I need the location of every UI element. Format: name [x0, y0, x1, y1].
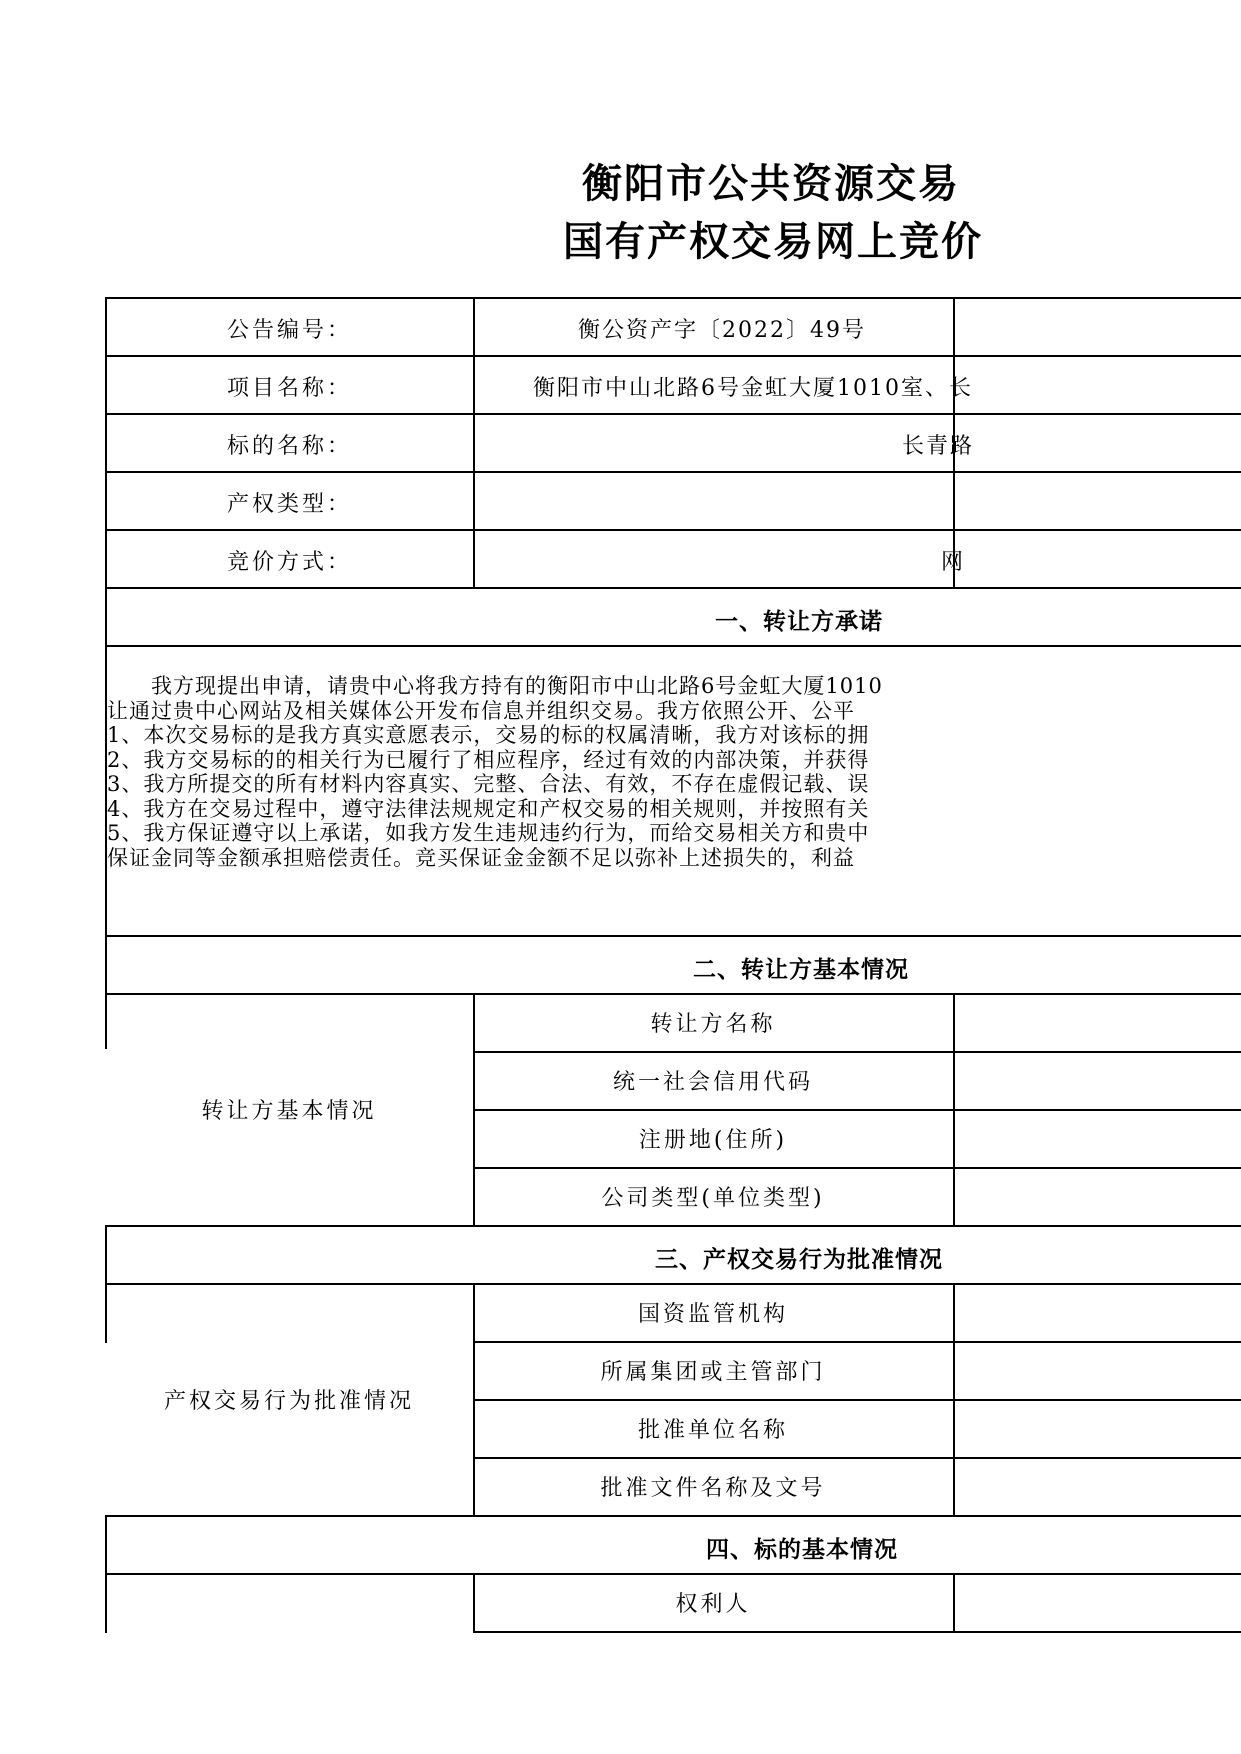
registered-address-label: 注册地(住所)	[638, 1127, 788, 1153]
commitment-line: 2、我方交易标的的相关行为已履行了相应程序，经过有效的内部决策，并获得	[107, 747, 870, 772]
commitment-paragraph	[107, 674, 1241, 870]
section-heading-commitment: 一、转让方承诺	[715, 609, 883, 635]
table-border	[105, 1515, 1241, 1517]
transferor-group-label: 转让方基本情况	[201, 1098, 377, 1124]
section-heading-approval: 三、产权交易行为批准情况	[655, 1247, 943, 1273]
table-border	[473, 1631, 1241, 1633]
table-border	[473, 297, 475, 587]
commitment-line: 4、我方在交易过程中，遵守法律法规规定和产权交易的相关规则，并按照有关	[107, 796, 870, 821]
announcement-no-label: 公告编号：	[227, 318, 353, 343]
table-border	[953, 1283, 955, 1515]
commitment-line: 我方现提出申请，请贵中心将我方持有的衡阳市中山北路6号金虹大厦1010	[107, 674, 883, 698]
table-border	[953, 1573, 955, 1633]
table-border	[105, 529, 1241, 531]
regulator-label: 国资监管机构	[637, 1301, 788, 1327]
approval-document-label: 批准文件名称及文号	[600, 1475, 826, 1501]
project-name-value: 衡阳市中山北路6号金虹大厦1010室、长	[533, 376, 973, 401]
table-border	[953, 993, 955, 1225]
announcement-no-value: 衡公资产字〔2022〕49号	[578, 318, 866, 343]
bidding-method-label: 竞价方式：	[227, 550, 353, 575]
table-border	[105, 1225, 1241, 1227]
group-department-label: 所属集团或主管部门	[600, 1359, 826, 1385]
table-border	[105, 297, 1241, 299]
project-name-label: 项目名称：	[227, 376, 353, 401]
bidding-method-value: 网	[941, 550, 966, 575]
table-border	[105, 297, 107, 1049]
approval-unit-label: 批准单位名称	[637, 1417, 788, 1443]
table-border	[105, 1515, 107, 1633]
approval-group-label: 产权交易行为批准情况	[163, 1388, 414, 1414]
company-type-label: 公司类型(单位类型)	[601, 1185, 825, 1211]
subject-name-value: 长青路	[902, 434, 975, 459]
commitment-line: 让通过贵中心网站及相关媒体公开发布信息并组织交易。我方依照公开、公平	[107, 698, 855, 723]
credit-code-label: 统一社会信用代码	[612, 1069, 813, 1095]
transferor-name-label: 转让方名称	[650, 1011, 776, 1037]
commitment-line: 5、我方保证遵守以上承诺，如我方发生违规违约行为，而给交易相关方和贵中	[107, 821, 870, 845]
commitment-line: 3、我方所提交的所有材料内容真实、完整、合法、有效，不存在虚假记载、误	[107, 772, 870, 796]
rights-holder-label: 权利人	[675, 1591, 751, 1617]
table-border	[105, 645, 1241, 647]
commitment-line: 保证金同等金额承担赔偿责任。竞买保证金金额不足以弥补上述损失的，利益	[107, 845, 855, 870]
subject-name-label: 标的名称：	[227, 434, 353, 459]
commitment-line: 1、本次交易标的是我方真实意愿表示，交易的标的权属清晰，我方对该标的拥	[107, 723, 870, 747]
table-border	[105, 413, 1241, 415]
form-table	[105, 297, 1241, 1754]
table-border	[105, 935, 1241, 937]
table-border	[105, 471, 1241, 473]
section-heading-subject: 四、标的基本情况	[706, 1537, 898, 1563]
property-type-label: 产权类型：	[227, 492, 353, 517]
section-heading-transferor: 二、转让方基本情况	[693, 957, 909, 983]
document-title-line1: 衡阳市公共资源交易	[582, 161, 960, 207]
table-border	[105, 587, 1241, 589]
table-border	[105, 355, 1241, 357]
document-title-line2: 国有产权交易网上竞价	[563, 219, 983, 265]
